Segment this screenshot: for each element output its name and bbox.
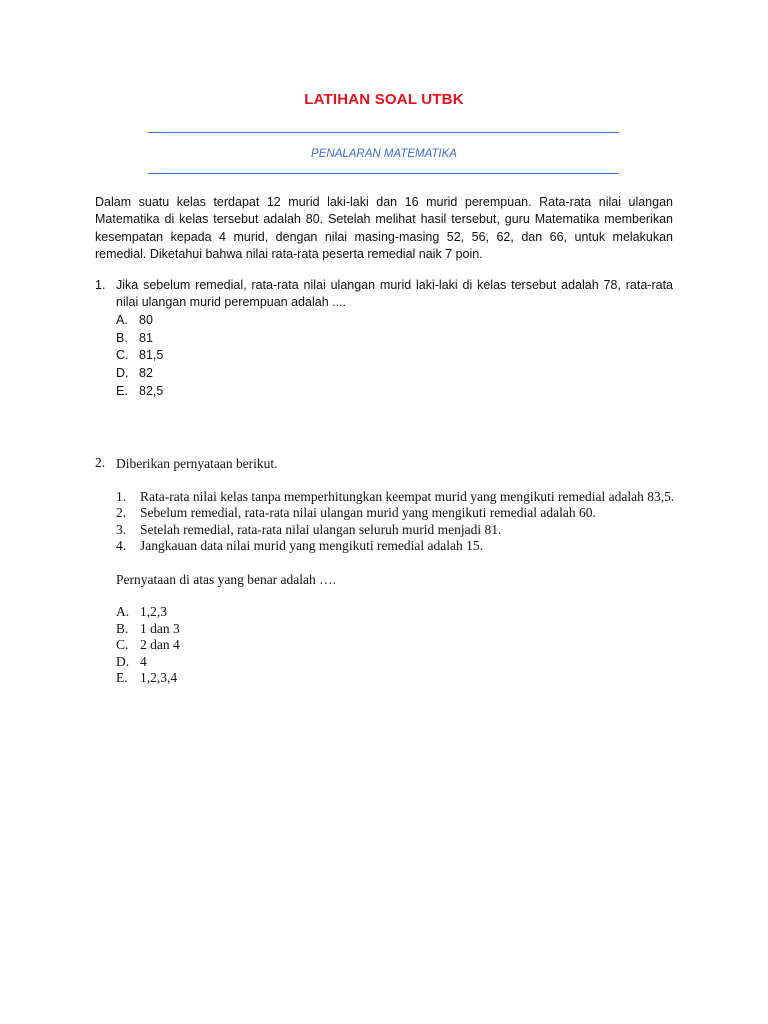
option-letter: A.: [116, 312, 128, 327]
answer-options: [116, 604, 695, 687]
statement-number: 1.: [116, 489, 127, 504]
option-letter: E.: [116, 384, 128, 398]
statement-number: 3.: [116, 521, 127, 537]
option-text: 82: [139, 366, 153, 381]
option-text: 82,5: [139, 384, 164, 398]
question-1: [95, 277, 673, 401]
question-number: 1.: [95, 278, 106, 292]
document-subtitle: PENALARAN MATEMATIKA: [311, 148, 457, 160]
option-text: 1 dan 3: [140, 620, 180, 636]
question-number: 2.: [95, 455, 106, 470]
option-letter: A.: [116, 604, 130, 620]
option-letter: C.: [116, 637, 129, 653]
option-text: 1,2,3: [140, 604, 167, 620]
question-2: [95, 455, 695, 687]
answer-option: [116, 670, 695, 687]
answer-option: [116, 347, 673, 365]
statement-item: [116, 505, 706, 521]
statement-number: 2.: [116, 505, 127, 521]
answer-options: [116, 312, 673, 401]
option-letter: D.: [116, 653, 130, 669]
statement-list: [116, 489, 695, 554]
option-letter: B.: [116, 620, 129, 636]
answer-option: [116, 637, 695, 654]
option-text: 4: [140, 653, 147, 669]
intro-paragraph: Dalam suatu kelas terdapat 12 murid laki-laki dan 16 murid perempuan. Rata-rata nilai ulangan Matematika di kelas tersebut adalah 80. Setelah melihat hasil tersebut, guru Matematika memberikan kesempatan kepada 4 murid, dengan nilai masing-masing 52, 56, 62, dan 66, untuk melakukan remedial. Diketahui bahwa nilai rata-rata peserta remedial naik 7 poin.: [95, 195, 673, 262]
document-title: LATIHAN SOAL UTBK: [304, 91, 464, 108]
question-text: Diberikan pernyataan berikut.: [116, 456, 278, 471]
statement-item: [116, 538, 706, 554]
option-text: 80: [139, 312, 153, 327]
statement-number: 4.: [116, 537, 127, 553]
statement-text: Rata-rata nilai kelas tanpa memperhitungkan keempat murid yang mengikuti remedial adalah 83,5.: [140, 489, 675, 504]
statement-text: Sebelum remedial, rata-rata nilai ulangan murid yang mengikuti remedial adalah 60.: [140, 505, 596, 521]
answer-option: [116, 312, 673, 330]
option-letter: D.: [116, 366, 129, 381]
option-text: 81,5: [139, 348, 164, 363]
answer-option: [116, 383, 673, 401]
option-text: 1,2,3,4: [140, 670, 178, 686]
statement-text: Jangkauan data nilai murid yang mengikuti remedial adalah 15.: [140, 537, 484, 553]
statement-item: [116, 489, 706, 505]
option-text: 2 dan 4: [140, 637, 180, 653]
statement-item: [116, 522, 706, 538]
option-text: 81: [139, 330, 153, 345]
answer-option: [116, 604, 695, 621]
answer-option: [116, 621, 695, 638]
answer-option: [116, 330, 673, 348]
title-divider-top: [148, 132, 619, 133]
answer-option: [116, 365, 673, 383]
option-letter: E.: [116, 670, 128, 686]
option-letter: C.: [116, 348, 129, 363]
question-prompt: Pernyataan di atas yang benar adalah ….: [116, 572, 337, 588]
title-divider-bottom: [148, 173, 619, 174]
statement-text: Setelah remedial, rata-rata nilai ulangan seluruh murid menjadi 81.: [140, 521, 502, 537]
option-letter: B.: [116, 330, 128, 345]
answer-option: [116, 654, 695, 671]
question-text: Jika sebelum remedial, rata-rata nilai ulangan murid laki-laki di kelas tersebut adalah 78, rata-rata nilai ulangan murid perempuan adalah ....: [116, 278, 673, 310]
